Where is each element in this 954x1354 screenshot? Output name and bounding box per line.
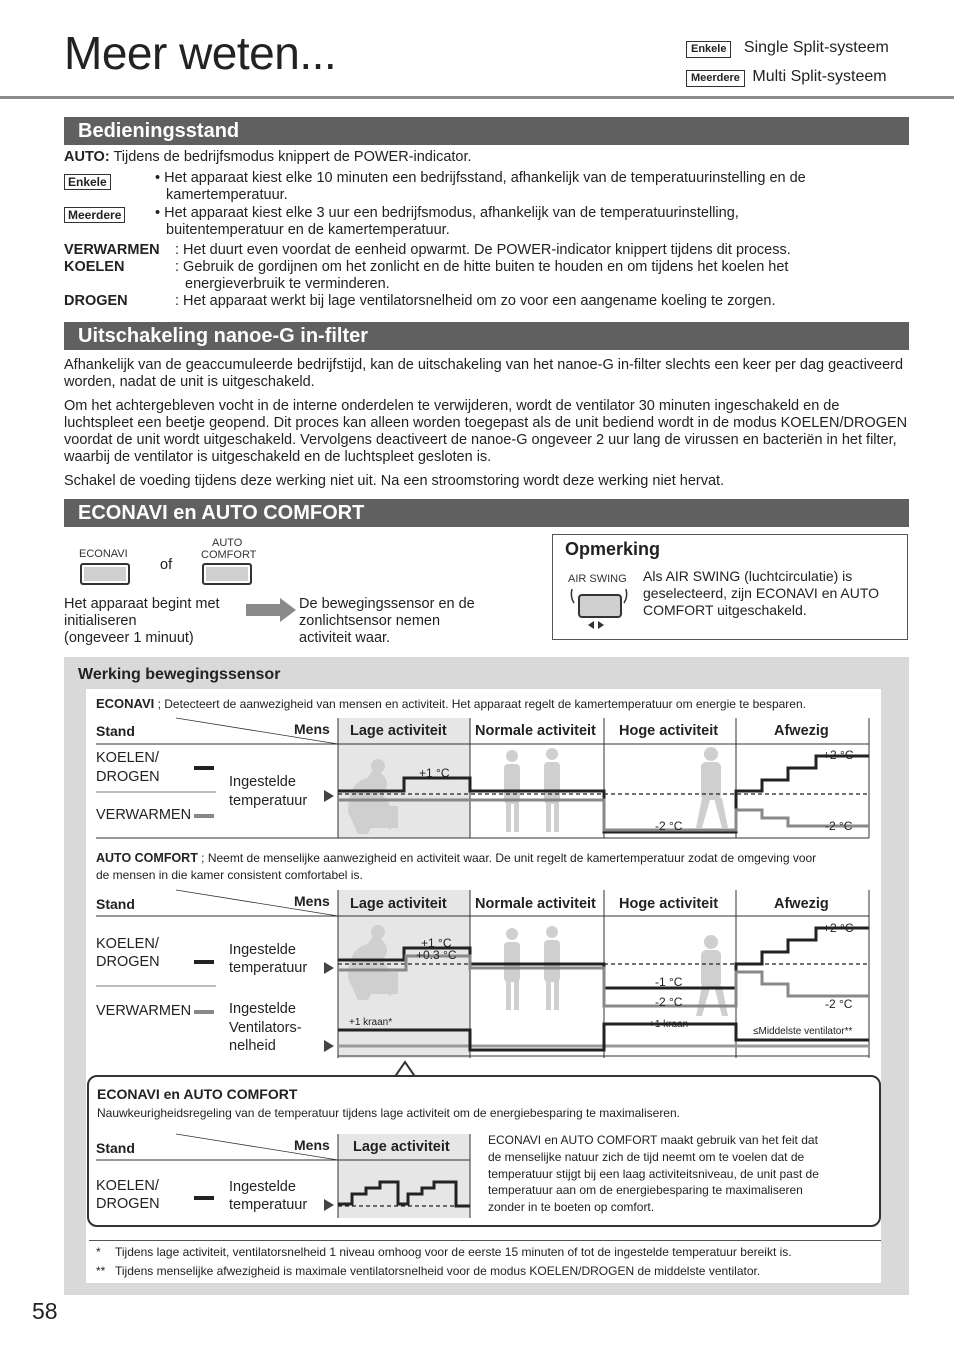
flow-left-2: initialiseren bbox=[64, 613, 137, 629]
autocomfort-desc bbox=[96, 851, 816, 865]
t2-temperatuur: temperatuur bbox=[229, 960, 308, 976]
note-box bbox=[552, 534, 908, 640]
t2-ingestelde: Ingestelde bbox=[229, 942, 296, 958]
t2-col-stand: Stand bbox=[96, 896, 135, 912]
flow-left-3: (ongeveer 1 minuut) bbox=[64, 630, 194, 646]
t1-plus2: +2 °C bbox=[823, 748, 854, 762]
mode-text-koelen: : Gebruik de gordijnen om het zonlicht en de hitte buiten te houden en om tijdens het koelen het bbox=[175, 259, 789, 275]
flow-right-1: De bewegingssensor en de bbox=[299, 596, 475, 612]
econavi-button-label: ECONAVI bbox=[79, 548, 128, 560]
econavi-desc bbox=[96, 697, 806, 711]
t1-col-lage: Lage activiteit bbox=[350, 723, 447, 739]
callout-text-1: ECONAVI en AUTO COMFORT maakt gebruik van het feit dat bbox=[488, 1133, 818, 1147]
t1-col-stand: Stand bbox=[96, 723, 135, 739]
section-heading-bedieningsstand: Bedieningsstand bbox=[64, 117, 909, 145]
mode-label-koelen: KOELEN bbox=[64, 259, 125, 275]
footnote-mark-2: ** bbox=[96, 1264, 106, 1278]
legend-text-multi: Multi Split-systeem bbox=[752, 68, 887, 85]
page-title: Meer weten... bbox=[64, 27, 337, 79]
t1-plus1: +1 °C bbox=[419, 766, 450, 780]
t1-drogen: DROGEN bbox=[96, 769, 160, 785]
t2-col-mens: Mens bbox=[294, 893, 330, 909]
t2-ventilators: Ventilators- bbox=[229, 1020, 302, 1036]
bullet-meerdere-tag: Meerdere bbox=[64, 206, 125, 224]
legend-text-single: Single Split-systeem bbox=[743, 39, 889, 56]
t1-verwarmen: VERWARMEN bbox=[96, 807, 192, 823]
footnote-text-1: Tijdens lage activiteit, ventilatorsnelheid 1 niveau omhoog voor de eerste 15 minuten of tot de ingestelde temperatuur bereikt is. bbox=[115, 1245, 792, 1259]
footnote-divider bbox=[89, 1240, 881, 1241]
t2-drogen: DROGEN bbox=[96, 954, 160, 970]
mode-text-drogen: : Het apparaat werkt bij lage ventilatorsnelheid om zo voor een aangename koeling te zorgen. bbox=[175, 293, 776, 309]
t1-col-normale: Normale activiteit bbox=[475, 723, 596, 739]
t1-koelen: KOELEN/ bbox=[96, 750, 159, 766]
mode-label-drogen: DROGEN bbox=[64, 293, 128, 309]
flow-arrow-icon bbox=[246, 598, 296, 622]
bullet-enkele-line1: • Het apparaat kiest elke 10 minuten een bedrijfsstand, afhankelijk van de temperatuurinstelling en de bbox=[155, 170, 806, 186]
t1-minus2a: -2 °C bbox=[655, 819, 683, 833]
callout-drogen: DROGEN bbox=[96, 1196, 160, 1212]
t2-col-normale: Normale activiteit bbox=[475, 896, 596, 912]
econavi-button[interactable] bbox=[80, 563, 130, 585]
callout-koelen: KOELEN/ bbox=[96, 1178, 159, 1194]
callout-col-stand: Stand bbox=[96, 1140, 135, 1156]
legend-tag-multi: Meerdere bbox=[686, 70, 745, 87]
nanoe-paragraph-3: Schakel de voeding tijdens deze werking niet uit. Na een stroomstoring wordt deze werking niet hervat. bbox=[64, 473, 725, 489]
callout-col-lage: Lage activiteit bbox=[353, 1139, 450, 1155]
note-text-2: geselecteerd, zijn ECONAVI en AUTO bbox=[643, 585, 880, 601]
autocomfort-button[interactable] bbox=[202, 563, 252, 585]
footnote-mark-1: * bbox=[96, 1245, 101, 1259]
air-swing-button-icon[interactable] bbox=[569, 585, 629, 637]
mode-text-verwarmen: : Het duurt even voordat de eenheid opwarmt. De POWER-indicator knippert tijdens dit process. bbox=[175, 242, 791, 258]
auto-label: AUTO: bbox=[64, 149, 110, 165]
of-text: of bbox=[160, 557, 173, 573]
legend-single bbox=[686, 39, 889, 58]
callout-text-4: temperatuur aan om de energiebesparing te maximaliseren bbox=[488, 1183, 803, 1197]
econavi-desc-text: ; Detecteert de aanwezigheid van mensen en activiteit. Het apparaat regelt de kamertemperatuur om energie te besparen. bbox=[154, 697, 806, 711]
t2-plus2: +2 °C bbox=[823, 921, 854, 935]
t1-col-hoge: Hoge activiteit bbox=[619, 723, 719, 739]
t1-ingestelde: Ingestelde bbox=[229, 774, 296, 790]
callout-text-3: temperatuur stijgt bij een laag activiteitsniveau, de unit past de bbox=[488, 1167, 819, 1181]
bullet-meerdere-line2: buitentemperatuur en de kamertemperatuur. bbox=[166, 222, 450, 238]
t2-verwarmen: VERWARMEN bbox=[96, 1003, 192, 1019]
auto-text: Tijdens de bedrijfsmodus knippert de POWER-indicator. bbox=[113, 149, 472, 165]
nanoe-paragraph-2: Om het achtergebleven vocht in de interne onderdelen te verwijderen, wordt de ventilator 30 minuten ingeschakeld en de luchtspleet een beetje geopend. Dit proces kan alleen worden toegepast als de unit bediend wordt in de modus KOELEN/DROGEN voordat de unit wordt uitgeschakeld. Vervolgens deactiveert de nanoe-G ongeveer 2 uur lang de virussen en bacteriën in het filter, waarbij de ventilator is uitgeschakeld en de luchtspleet gesloten is. bbox=[64, 398, 908, 465]
t1-temperatuur: temperatuur bbox=[229, 793, 308, 809]
autocomfort-button-label-1: AUTO bbox=[212, 537, 243, 549]
bullet-enkele-line2: kamertemperatuur. bbox=[166, 187, 288, 203]
mode-label-verwarmen: VERWARMEN bbox=[64, 242, 160, 258]
air-swing-label: AIR SWING bbox=[568, 573, 627, 585]
econavi-desc-label: ECONAVI bbox=[96, 696, 155, 711]
t1-col-mens: Mens bbox=[294, 721, 330, 737]
flow-right-3: activiteit waar. bbox=[299, 630, 391, 646]
t2-plus1: +1 °C bbox=[421, 936, 452, 950]
flow-right-2: zonlichtsensor nemen bbox=[299, 613, 441, 629]
note-title: Opmerking bbox=[565, 539, 661, 559]
sensor-heading: Werking bewegingssensor bbox=[78, 666, 281, 683]
t2-nelheid: nelheid bbox=[229, 1038, 276, 1054]
t2-ingestelde-2: Ingestelde bbox=[229, 1001, 296, 1017]
callout-text-5: zonder in te boeten op comfort. bbox=[488, 1200, 655, 1214]
t2-col-afwezig: Afwezig bbox=[774, 896, 829, 912]
callout-temperatuur: temperatuur bbox=[229, 1197, 308, 1213]
t2-col-lage: Lage activiteit bbox=[350, 896, 447, 912]
autocomfort-button-label-2: COMFORT bbox=[201, 549, 257, 561]
legend-tag-single: Enkele bbox=[686, 41, 731, 58]
callout-ingestelde: Ingestelde bbox=[229, 1179, 296, 1195]
bullet-enkele-tag: Enkele bbox=[64, 173, 111, 191]
t2-plus03: +0.3 °C bbox=[416, 948, 457, 962]
t1-col-afwezig: Afwezig bbox=[774, 723, 829, 739]
callout-subtitle: Nauwkeurigheidsregeling van de temperatuur tijdens lage activiteit om de energiebesparing te maximaliseren. bbox=[97, 1106, 680, 1120]
t2-minus1: -1 °C bbox=[655, 975, 683, 989]
note-text-1: Als AIR SWING (luchtcirculatie) is bbox=[643, 568, 853, 584]
bullet-meerdere-line1: • Het apparaat kiest elke 3 uur een bedrijfsmodus, afhankelijk van de temperatuurinstelling, bbox=[155, 205, 739, 221]
t2-koelen: KOELEN/ bbox=[96, 936, 159, 952]
flow-left-1: Het apparaat begint met bbox=[64, 596, 220, 612]
t2-kraan2: +1 kraan bbox=[649, 1019, 689, 1030]
t2-middelste: ≤Middelste ventilator** bbox=[753, 1026, 853, 1037]
header-divider bbox=[0, 96, 954, 99]
callout-col-mens: Mens bbox=[294, 1137, 330, 1153]
section-heading-nanoe: Uitschakeling nanoe-G in-filter bbox=[64, 322, 909, 350]
mode-text-koelen-2: energieverbruik te verminderen. bbox=[185, 276, 390, 292]
note-text-3: COMFORT uitgeschakeld. bbox=[643, 602, 807, 618]
nanoe-paragraph-1: Afhankelijk van de geaccumuleerde bedrijfstijd, kan de uitschakeling van het nanoe-G in-filter slechts een keer per dag geactiveerd worden, nadat de unit is uitgeschakeld. bbox=[64, 357, 904, 390]
t2-kraan1: +1 kraan* bbox=[349, 1017, 393, 1028]
callout-title: ECONAVI en AUTO COMFORT bbox=[97, 1086, 298, 1102]
footnote-text-2: Tijdens menselijke afwezigheid is maximale ventilatorsnelheid voor de modus KOELEN/DROGEN de middelste ventilator. bbox=[115, 1264, 761, 1278]
t1-minus2b: -2 °C bbox=[825, 819, 853, 833]
autocomfort-desc-text: ; Neemt de menselijke aanwezigheid en activiteit waar. De unit regelt de kamertemperatuur zodat de omgeving voor bbox=[197, 851, 817, 865]
auto-line bbox=[64, 149, 472, 166]
callout-text-2: de menselijke natuur zich de tijd neemt om te voelen dat de bbox=[488, 1150, 805, 1164]
t2-minus2a: -2 °C bbox=[655, 995, 683, 1009]
t2-minus2b: -2 °C bbox=[825, 997, 853, 1011]
autocomfort-desc-2: de mensen in die kamer consistent comfortabel is. bbox=[96, 868, 363, 882]
legend-multi bbox=[686, 68, 887, 87]
section-heading-econavi: ECONAVI en AUTO COMFORT bbox=[64, 499, 909, 527]
t2-col-hoge: Hoge activiteit bbox=[619, 896, 719, 912]
autocomfort-desc-label: AUTO COMFORT bbox=[96, 851, 198, 865]
page-number: 58 bbox=[32, 1298, 58, 1324]
